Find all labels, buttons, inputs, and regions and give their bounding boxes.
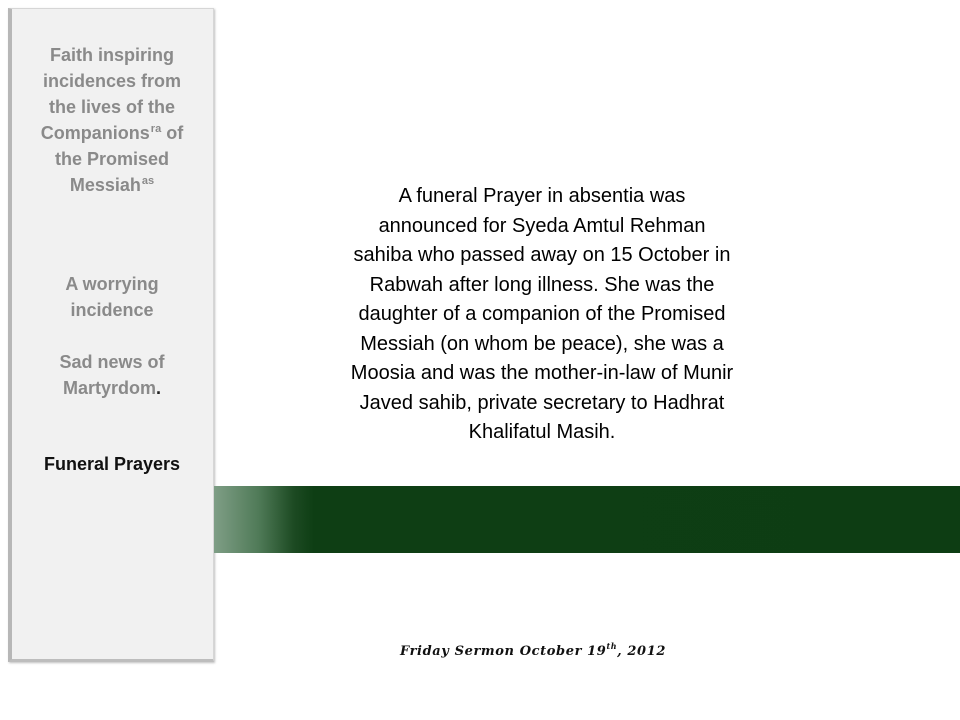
sidebar-title-line: incidences from [42, 71, 182, 91]
footer-prefix: Friday Sermon October 19 [400, 644, 607, 659]
of-word: of [161, 123, 184, 143]
green-decorative-band [214, 486, 960, 553]
ra-superscript: ra [150, 123, 162, 135]
sidebar-item-label: Sad news of [59, 352, 165, 372]
sidebar-title-line [12, 120, 212, 146]
paragraph-line: sahiba who passed away on 15 October in [353, 244, 731, 266]
paragraph-line: Rabwah after long illness. She was the [369, 273, 715, 296]
sidebar-item-label [12, 375, 212, 401]
sidebar-item-worrying-incidence[interactable] [12, 271, 212, 323]
paragraph-line: Moosia and was the mother-in-law of Munir [350, 362, 734, 384]
sidebar-title [12, 42, 212, 198]
sidebar-panel [8, 8, 214, 662]
paragraph-line: daughter of a companion of the Promised [358, 303, 726, 325]
sidebar-title-line: the lives of the [48, 97, 176, 117]
sidebar-item-label: A worrying [65, 274, 159, 294]
sidebar-item-funeral-prayers[interactable] [12, 451, 212, 477]
paragraph-line: Javed sahib, private secretary to Hadhrat [359, 391, 725, 414]
paragraph-line: A funeral Prayer in absentia was [398, 185, 686, 207]
sidebar-item-label: Funeral Prayers [43, 454, 181, 474]
messiah-word: Messiah [69, 175, 141, 195]
sidebar-title-line: Faith inspiring [50, 45, 174, 65]
martyrdom-word: Martyrdom [62, 378, 156, 398]
footer-suffix: , 2012 [617, 644, 666, 659]
footer-superscript: th [606, 641, 618, 651]
footer-date [400, 641, 666, 659]
companions-word: Companions [40, 123, 150, 143]
sidebar-item-sad-news[interactable] [12, 349, 212, 401]
sidebar-title-line: the Promised [54, 149, 170, 169]
paragraph-line: announced for Syeda Amtul Rehman [378, 214, 706, 237]
paragraph-line: Khalifatul Masih. [468, 421, 616, 443]
sidebar-item-label: incidence [70, 300, 154, 320]
sidebar-title-line [12, 172, 212, 198]
paragraph-line: Messiah (on whom be peace), she was a [360, 332, 724, 355]
period-mark: . [156, 378, 162, 398]
main-paragraph [332, 182, 752, 448]
as-superscript: as [141, 175, 155, 187]
